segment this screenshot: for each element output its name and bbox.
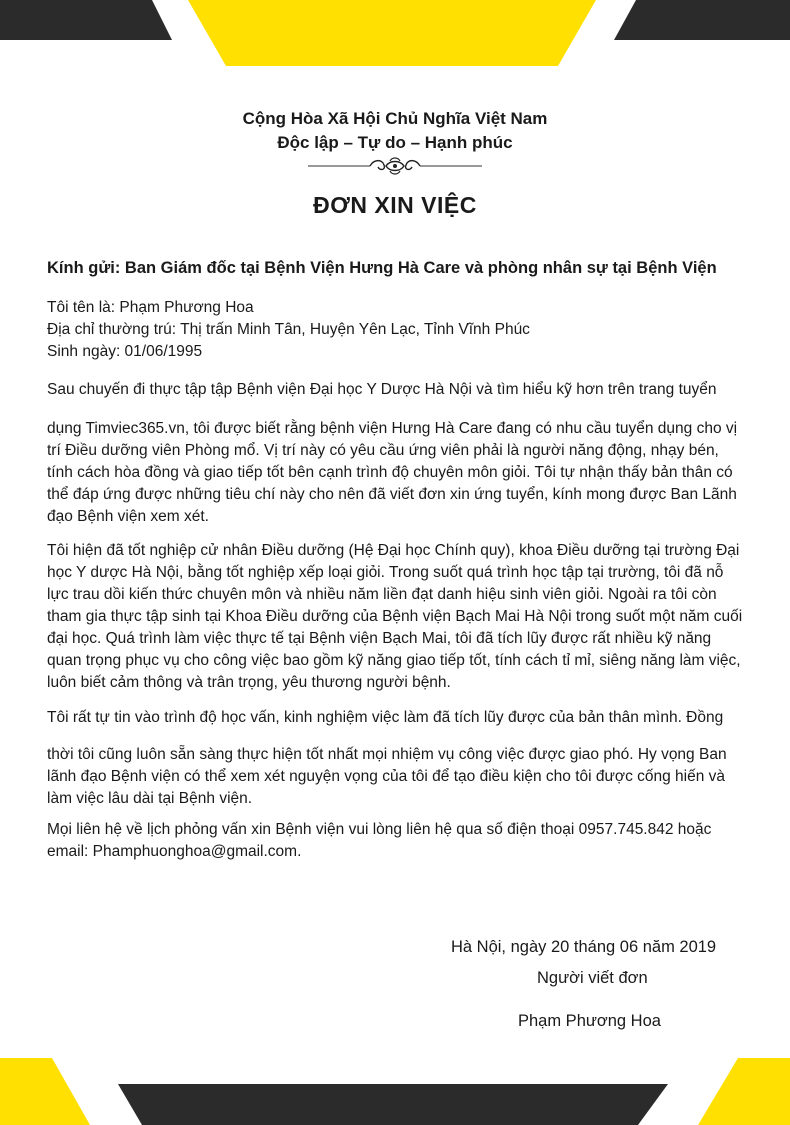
applicant-birthdate: Sinh ngày: 01/06/1995: [47, 343, 203, 360]
paragraph-2-text: Tôi hiện đã tốt nghiệp cử nhân Điều dưỡng (Hệ Đại học Chính quy), khoa Điều dưỡng tại trường Đại học Y dược Hà Nội, bằng tốt nghiệp xếp loại giỏi. Trong suốt quá trình học tập tại trường, tôi đã nỗ lực trau dồi kiến thức chuyên môn và nhiều năm liền đạt danh hiệu sinh viên giỏi. Ngoài ra tôi còn tham gia thực tập sinh tại Khoa Điều dưỡng của Bệnh viện Bạch Mai Hà Nội trong suốt một năm cuối đại học. Quá trình làm việc thực tế tại Bệnh viện Bạch Mai, tôi đã tích lũy được rất nhiều kỹ năng quan trọng phục vụ cho công việc bao gồm kỹ năng giao tiếp tốt, tính cách tỉ mỉ, siêng năng làm việc, luôn biết cảm thông và trân trọng, yêu thương người bệnh.: [47, 542, 743, 691]
applicant-name: Tôi tên là: Phạm Phương Hoa: [47, 299, 254, 316]
applicant-address: Địa chỉ thường trú: Thị trấn Minh Tân, Huyện Yên Lạc, Tỉnh Vĩnh Phúc: [47, 321, 530, 338]
paragraph-4-text: Mọi liên hệ về lịch phỏng vấn xin Bệnh viện vui lòng liên hệ qua số điện thoại 0957.745.842 hoặc email: Phamphuonghoa@gmail.com.: [47, 821, 712, 860]
paragraph-3-text: thời tôi cũng luôn sẵn sàng thực hiện tốt nhất mọi nhiệm vụ công việc được giao phó. Hy vọng Ban lãnh đạo Bệnh viện có thể xem xét nguyện vọng của tôi để tạo điều kiện cho tôi được cống hiến và làm việc lâu dài tại Bệnh viện.: [47, 746, 727, 807]
top-yellow-band: [188, 0, 596, 66]
national-title: Cộng Hòa Xã Hội Chủ Nghĩa Việt Nam: [242, 109, 548, 128]
paragraph-1-text: dụng Timviec365.vn, tôi được biết rằng bệnh viện Hưng Hà Care đang có nhu cầu tuyển dụng cho vị trí Điều dưỡng viên Phòng mổ. Vị trí này có yêu cầu ứng viên phải là người năng động, nhạy bén, tính cách hòa đồng và giao tiếp tốt bên cạnh trình độ chuyên môn giỏi. Tôi tự nhận thấy bản thân có thể đáp ứng được những tiêu chí này cho nên đã viết đơn xin ứng tuyển, kính mong được Ban Lãnh đạo Bệnh viện xem xét.: [47, 420, 738, 525]
national-motto: Độc lập – Tự do – Hạnh phúc: [277, 133, 513, 152]
bottom-dark-band: [118, 1084, 668, 1125]
top-right-dark-band: [614, 0, 790, 40]
bottom-right-yellow-band: [698, 1058, 790, 1125]
personal-info: [47, 297, 747, 363]
salutation: Kính gửi: Ban Giám đốc tại Bệnh Viện Hưng Hà Care và phòng nhân sự tại Bệnh Viện: [47, 259, 717, 277]
paragraph-2: [47, 540, 745, 694]
paragraph-1-first-line: Sau chuyến đi thực tập tập Bệnh viện Đại học Y Dược Hà Nội và tìm hiểu kỹ hơn trên trang tuyển: [47, 381, 717, 398]
paragraph-1: [47, 418, 745, 528]
paragraph-4: [47, 819, 745, 863]
paragraph-3-first-line: Tôi rất tự tin vào trình độ học vấn, kinh nghiệm việc làm đã tích lũy được của bản thân mình. Đồng: [47, 709, 724, 726]
signer-role: Người viết đơn: [537, 969, 648, 987]
flourish-divider-icon: [308, 155, 482, 177]
top-left-dark-band: [0, 0, 172, 40]
bottom-left-yellow-band: [0, 1058, 90, 1125]
place-and-date: Hà Nội, ngày 20 tháng 06 năm 2019: [451, 938, 717, 956]
signer-name: Phạm Phương Hoa: [518, 1012, 661, 1030]
paragraph-3: [47, 744, 745, 810]
document-title: ĐƠN XIN VIỆC: [313, 192, 477, 218]
